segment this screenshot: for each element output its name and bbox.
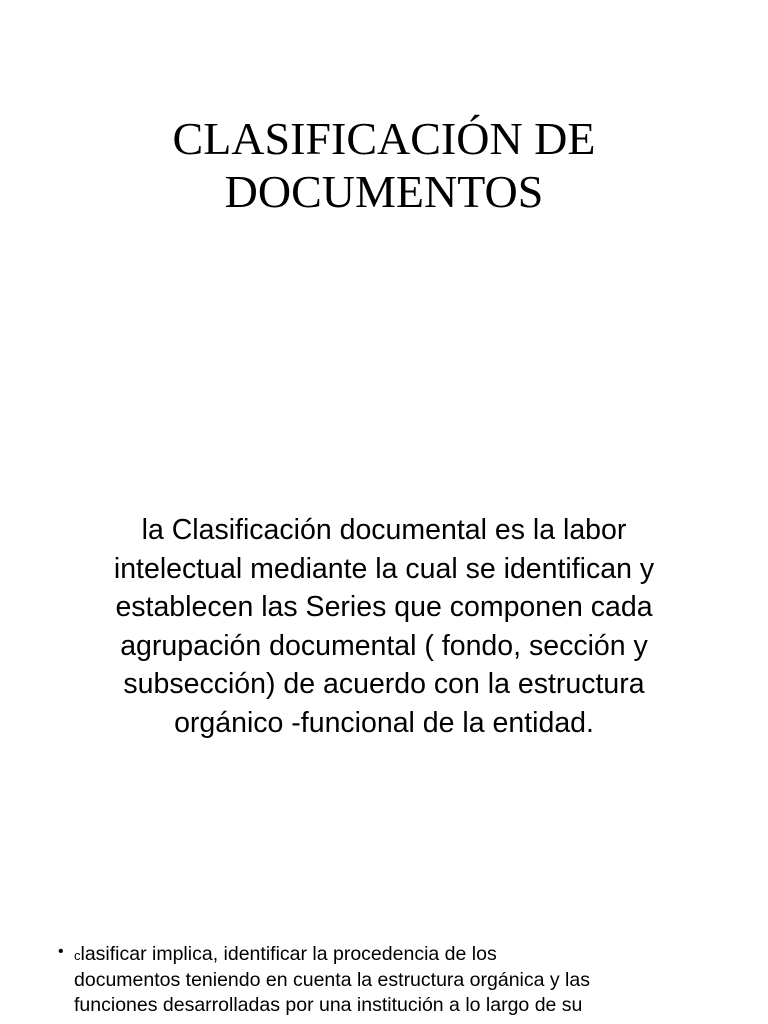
bullet-first-letter: c (74, 948, 81, 963)
bullet-line-1 (74, 942, 758, 968)
definition-line-6: orgánico -funcional de la entidad. (174, 706, 594, 739)
bullet-list (58, 942, 758, 1018)
slide-title-line-1: CLASIFICACIÓN DE (172, 113, 596, 164)
definition-line-4: agrupación documental ( fondo, sección y (120, 629, 648, 662)
bullet-dot-icon: • (58, 943, 64, 960)
bullet-line-1-text: lasificar implica, identificar la procedencia de los (80, 943, 497, 965)
bullet-line-2: documentos teniendo en cuenta la estructura orgánica y las (74, 969, 590, 991)
definition-line-2: intelectual mediante la cual se identifican y (113, 552, 655, 585)
bullet-item (58, 942, 758, 1018)
definition-line-1: la Clasificación documental es la labor (141, 514, 627, 546)
slide-title (0, 112, 768, 218)
slide-title-line-2: DOCUMENTOS (224, 166, 544, 217)
definition-line-3: establecen las Series que componen cada (115, 591, 653, 623)
definition-paragraph (40, 511, 728, 742)
bullet-line-3: funciones desarrolladas por una institución a lo largo de su (74, 994, 583, 1016)
definition-line-5: subsección) de acuerdo con la estructura (123, 668, 645, 700)
